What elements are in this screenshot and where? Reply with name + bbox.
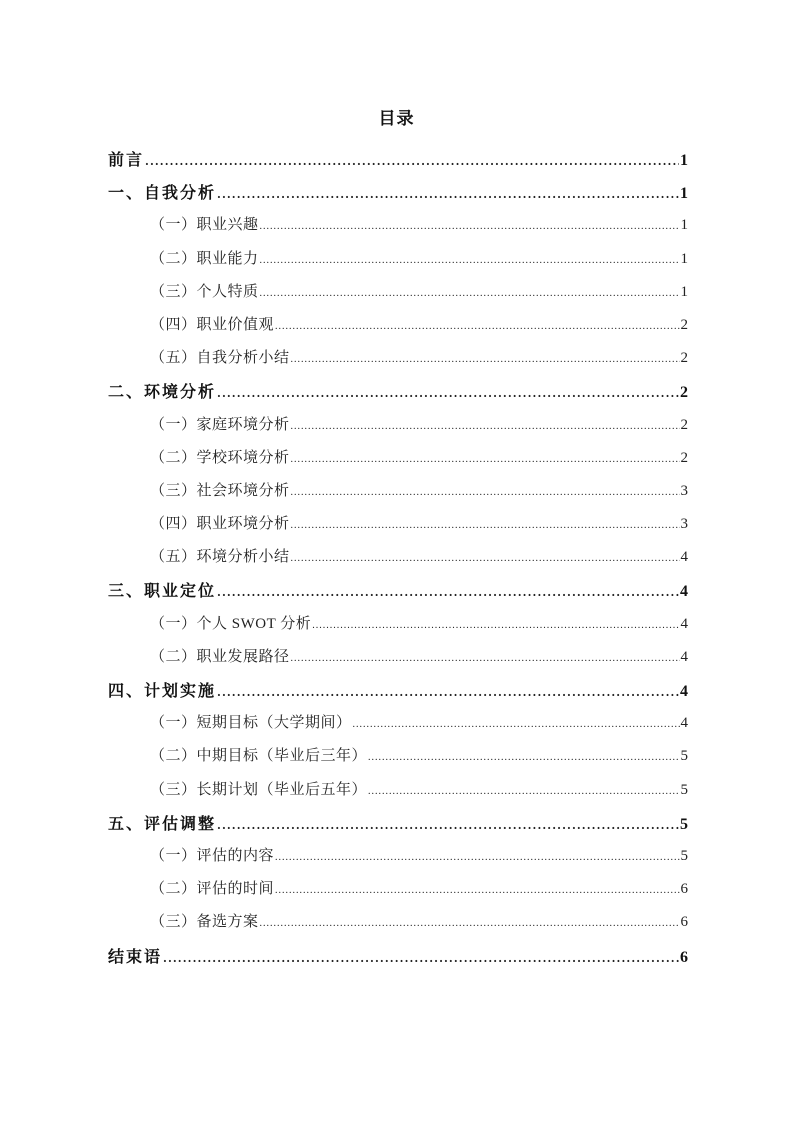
toc-chapter-entry[interactable] <box>108 176 688 209</box>
toc-entry-label: （一）职业兴趣 <box>150 217 259 234</box>
toc-entry-label: （五）自我分析小结 <box>150 350 290 367</box>
toc-entry-label: 三、职业定位 <box>108 581 217 601</box>
toc-page-number: 1 <box>680 217 688 234</box>
toc-chapter-entry[interactable] <box>108 143 688 176</box>
toc-section-entry[interactable] <box>108 475 688 508</box>
toc-page-number: 4 <box>680 683 688 700</box>
toc-page-number: 2 <box>680 350 688 367</box>
toc-entry-label: （五）环境分析小结 <box>150 549 290 566</box>
toc-dot-leader <box>217 809 679 842</box>
toc-dot-leader <box>163 942 679 975</box>
toc-entry-label: 前言 <box>108 150 145 169</box>
toc-section-entry[interactable] <box>108 309 688 342</box>
toc-entry-label: （一）个人 SWOT 分析 <box>150 615 312 632</box>
toc-page-number: 5 <box>680 781 688 798</box>
toc-dot-leader <box>291 443 680 476</box>
toc-page-number: 2 <box>680 449 688 466</box>
toc-dot-leader <box>260 210 680 243</box>
toc-section-entry[interactable] <box>108 641 688 674</box>
toc-section-entry[interactable] <box>108 608 688 641</box>
toc-section-entry[interactable] <box>108 442 688 475</box>
toc-page-number: 4 <box>680 715 688 732</box>
toc-page-number: 4 <box>680 549 688 566</box>
toc-section-entry[interactable] <box>108 774 688 807</box>
toc-section-entry[interactable] <box>108 508 688 541</box>
toc-page-number: 2 <box>680 384 688 402</box>
toc-page-number: 6 <box>680 881 688 898</box>
toc-dot-leader <box>312 609 679 642</box>
toc-entry-label: 结束语 <box>108 946 163 966</box>
toc-entry-label: （二）学校环境分析 <box>150 449 290 466</box>
toc-entry-label: 五、评估调整 <box>108 813 217 833</box>
toc-section-entry[interactable] <box>108 409 688 442</box>
toc-section-entry[interactable] <box>108 707 688 740</box>
toc-dot-leader <box>275 874 679 907</box>
toc-page-number: 2 <box>680 416 688 433</box>
toc-page-number: 2 <box>680 316 688 333</box>
toc-entry-label: （二）职业能力 <box>150 250 259 267</box>
toc-entry-label: （三）备选方案 <box>150 914 259 931</box>
toc-title: 目录 <box>378 109 415 129</box>
toc-dot-leader <box>217 676 679 709</box>
toc-section-entry[interactable] <box>108 541 688 574</box>
toc-page-number: 1 <box>680 152 688 169</box>
toc-dot-leader <box>260 244 680 277</box>
toc-section-entry[interactable] <box>108 342 688 375</box>
toc-dot-leader <box>291 343 680 376</box>
toc-page-number: 1 <box>680 185 688 203</box>
table-of-contents <box>108 143 688 973</box>
toc-page-number: 4 <box>680 583 688 601</box>
toc-entry-label: 四、计划实施 <box>108 681 217 700</box>
toc-section-entry[interactable] <box>108 906 688 939</box>
toc-page-number: 3 <box>680 516 688 533</box>
toc-entry-label: （一）家庭环境分析 <box>150 416 290 433</box>
toc-dot-leader <box>368 741 679 774</box>
toc-dot-leader <box>260 277 680 310</box>
toc-dot-leader <box>368 775 679 808</box>
toc-entry-label: （三）长期计划（毕业后五年） <box>150 781 368 798</box>
toc-entry-label: 二、环境分析 <box>108 382 217 402</box>
toc-dot-leader <box>275 310 679 343</box>
toc-entry-label: （四）职业价值观 <box>150 316 275 333</box>
toc-chapter-entry[interactable] <box>108 574 688 607</box>
toc-section-entry[interactable] <box>108 873 688 906</box>
toc-dot-leader <box>217 576 679 609</box>
toc-page-number: 5 <box>680 815 688 833</box>
toc-page-number: 1 <box>680 283 688 300</box>
toc-dot-leader <box>145 145 679 178</box>
toc-section-entry[interactable] <box>108 276 688 309</box>
toc-dot-leader <box>217 377 679 410</box>
toc-dot-leader <box>353 708 680 741</box>
toc-entry-label: （二）职业发展路径 <box>150 648 290 665</box>
toc-page-number: 3 <box>680 482 688 499</box>
toc-entry-label: （一）短期目标（大学期间） <box>150 715 352 732</box>
toc-section-entry[interactable] <box>108 840 688 873</box>
toc-page-number: 4 <box>680 615 688 632</box>
toc-dot-leader <box>217 178 679 211</box>
toc-dot-leader <box>291 542 680 575</box>
toc-entry-label: （三）社会环境分析 <box>150 482 290 499</box>
toc-dot-leader <box>291 476 680 509</box>
toc-entry-label: （二）评估的时间 <box>150 881 275 898</box>
toc-dot-leader <box>291 509 680 542</box>
toc-section-entry[interactable] <box>108 243 688 276</box>
toc-page-number: 6 <box>680 914 688 931</box>
toc-dot-leader <box>260 907 680 940</box>
toc-page-number: 5 <box>680 847 688 864</box>
toc-entry-label: （二）中期目标（毕业后三年） <box>150 748 368 765</box>
toc-page-number: 5 <box>680 748 688 765</box>
toc-chapter-entry[interactable] <box>108 375 688 408</box>
toc-section-entry[interactable] <box>108 209 688 242</box>
toc-entry-label: （三）个人特质 <box>150 283 259 300</box>
toc-dot-leader <box>291 410 680 443</box>
toc-chapter-entry[interactable] <box>108 674 688 707</box>
toc-chapter-entry[interactable] <box>108 807 688 840</box>
toc-dot-leader <box>291 642 680 675</box>
toc-entry-label: （一）评估的内容 <box>150 847 275 864</box>
toc-dot-leader <box>275 841 679 874</box>
toc-page-number: 6 <box>680 948 688 966</box>
toc-entry-label: （四）职业环境分析 <box>150 516 290 533</box>
toc-section-entry[interactable] <box>108 740 688 773</box>
toc-entry-label: 一、自我分析 <box>108 183 217 203</box>
toc-page-number: 4 <box>680 648 688 665</box>
toc-page-number: 1 <box>680 250 688 267</box>
toc-chapter-entry[interactable] <box>108 940 688 973</box>
